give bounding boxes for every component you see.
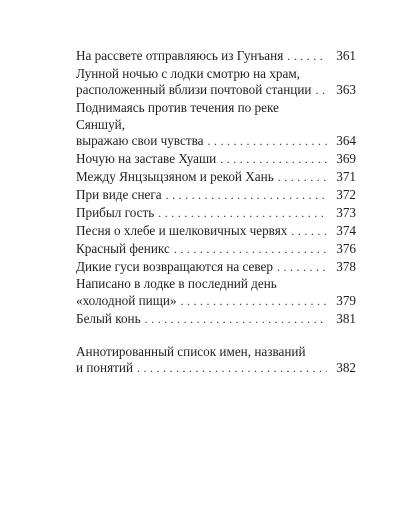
toc-entry [76, 205, 356, 222]
toc-entry-title: Песня о хлебе и шелковичных червях [76, 222, 288, 238]
toc-page-number: 373 [336, 204, 356, 220]
dot-leader [181, 293, 327, 310]
dot-leader [278, 169, 327, 186]
toc-entry [76, 100, 356, 150]
toc-entry-title: Прибыл гость [76, 204, 155, 220]
dot-leader [174, 241, 327, 258]
toc-page-number: 376 [336, 240, 356, 256]
toc-page-number: 382 [336, 360, 356, 376]
toc-entry-title: На рассвете отправляюсь из Гунъаня [76, 48, 284, 63]
toc-entry [76, 223, 356, 240]
toc-page-number: 364 [336, 133, 356, 149]
dot-leader [207, 133, 327, 150]
toc-entry [76, 259, 356, 276]
toc-page-number: 378 [336, 258, 356, 274]
toc-entry-title-line: Поднимаясь против течения по реке Сяншуй, [76, 100, 279, 132]
toc-entry-title: Ночую на заставе Хуаши [76, 151, 217, 167]
section-gap [76, 329, 356, 344]
toc-page-number: 361 [336, 48, 356, 63]
toc-entry-title-line: выражаю свои чувства [76, 133, 204, 149]
toc-entry-title-line: «холодной пищи» [76, 292, 177, 308]
dot-leader [291, 223, 327, 240]
toc-entry [76, 169, 356, 186]
toc-entry [76, 241, 356, 258]
toc-page-number: 369 [336, 151, 356, 167]
toc-entry [76, 187, 356, 204]
toc-entry-title-line: Написано в лодке в последний день [76, 276, 277, 292]
toc-entry [76, 311, 356, 328]
table-of-contents [76, 48, 356, 378]
toc-entry-title-line: Аннотированный список имен, названий [76, 343, 306, 359]
toc-page-number: 374 [336, 222, 356, 238]
toc-entry [76, 66, 356, 99]
toc-entry-title: Белый конь [76, 310, 141, 326]
dot-leader [137, 360, 327, 377]
dot-leader [287, 48, 327, 65]
toc-entry [76, 276, 356, 309]
dot-leader [277, 259, 327, 276]
dot-leader [166, 187, 327, 204]
toc-entry-title: Дикие гуси возвращаются на север [76, 258, 273, 274]
toc-entry-title-line: и понятий [76, 360, 134, 376]
toc-entry-title-line: Лунной ночью с лодки смотрю на храм, [76, 65, 300, 81]
dot-leader [145, 311, 327, 328]
toc-page-number: 371 [336, 169, 356, 185]
toc-entry [76, 48, 356, 65]
dot-leader [315, 82, 327, 99]
dot-leader [158, 205, 327, 222]
toc-appendix-entry [76, 344, 356, 377]
toc-entry-title-line: расположенный вблизи почтовой станции [76, 82, 312, 98]
toc-page-number: 379 [336, 292, 356, 308]
toc-entry-title: Между Янцзыцзяном и рекой Хань [76, 169, 274, 185]
dot-leader [220, 151, 327, 168]
toc-entry-title: При виде снега [76, 186, 162, 202]
toc-entry [76, 151, 356, 168]
toc-page-number: 381 [336, 310, 356, 326]
toc-page-number: 372 [336, 186, 356, 202]
toc-entry-title: Красный феникс [76, 240, 170, 256]
toc-page-number: 363 [336, 82, 356, 98]
